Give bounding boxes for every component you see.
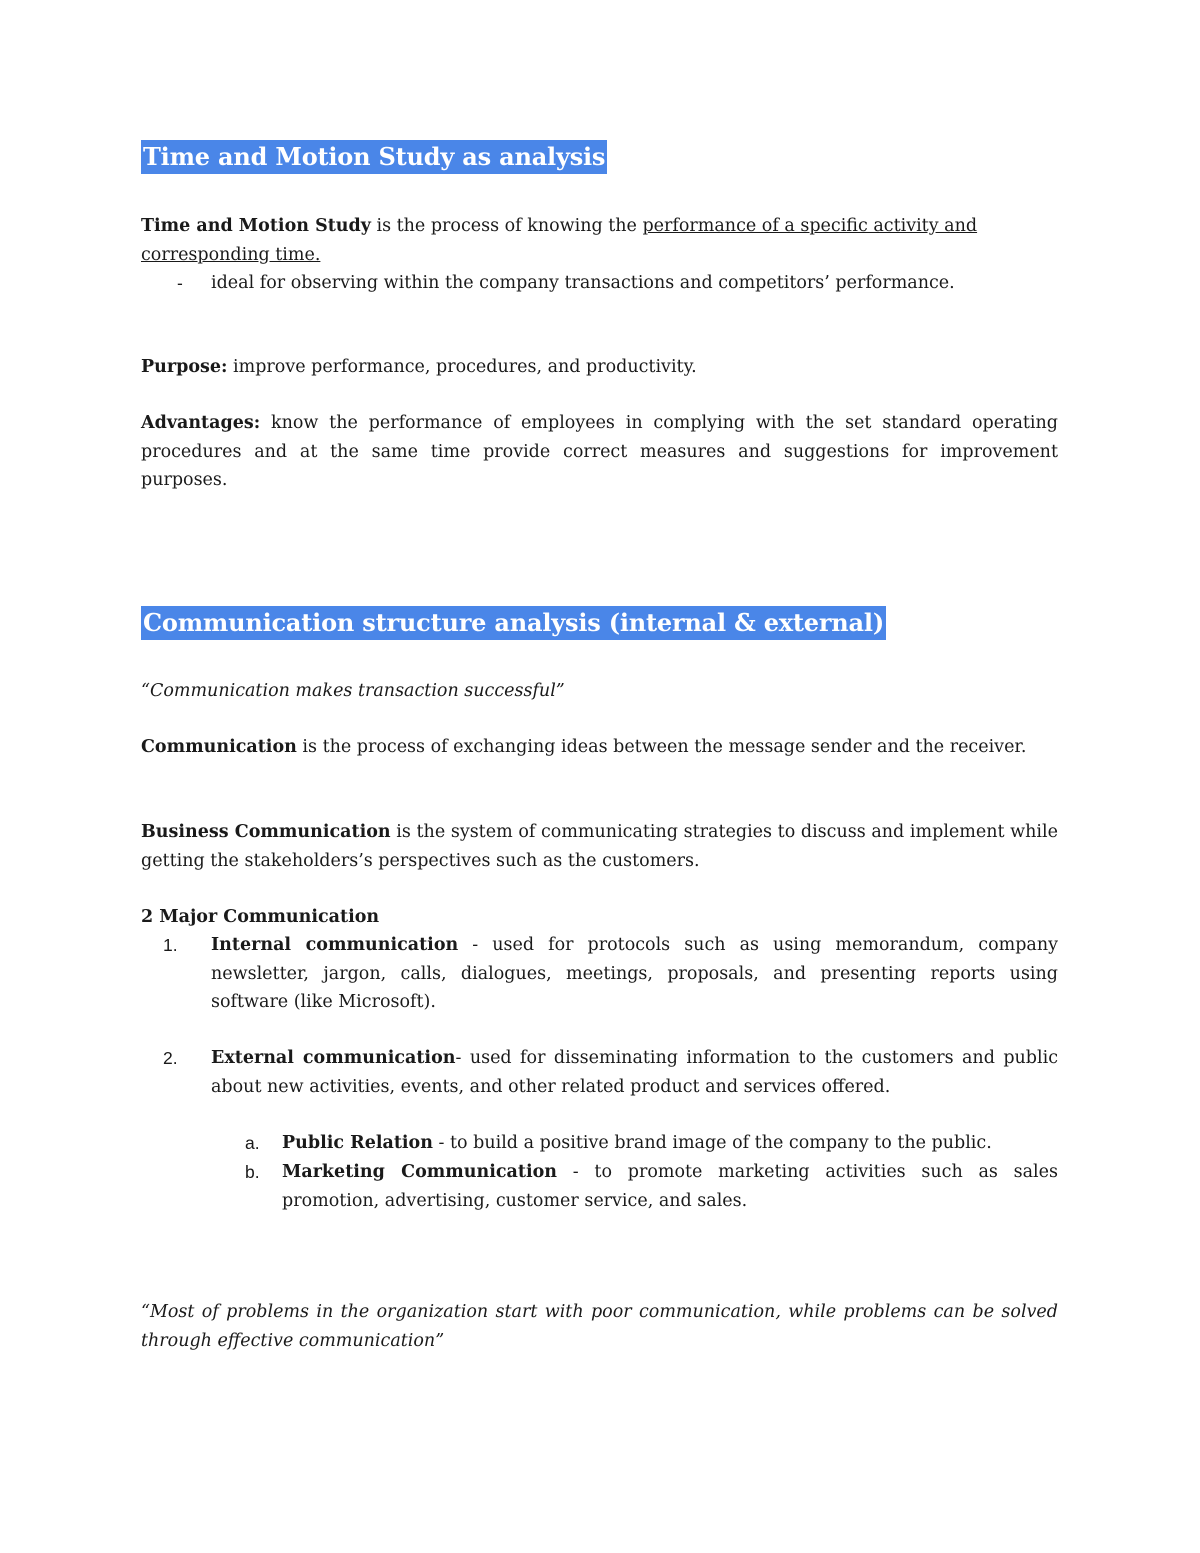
business-communication-definition bbox=[141, 818, 1058, 875]
term-communication: Communication bbox=[141, 737, 297, 757]
list-marker: 1. bbox=[163, 935, 178, 955]
advantages-text: know the performance of employees in complying with the set standard operating procedures and at the same time provide correct measures and suggestions for improvement purposes. bbox=[141, 413, 1058, 490]
sub-item-text bbox=[282, 1158, 1058, 1215]
term-external: External communication bbox=[211, 1048, 456, 1068]
term-internal: Internal communication bbox=[211, 935, 459, 955]
section-heading-communication bbox=[141, 606, 886, 640]
sub-list-marker: b. bbox=[245, 1162, 260, 1182]
definition-text: is the process of knowing the bbox=[370, 216, 643, 236]
heading-text: Time and Motion Study as analysis bbox=[141, 140, 607, 174]
business-communication-text: is the system of communicating strategies to discuss and implement while getting the stakeholders’s perspectives such as the customers. bbox=[141, 822, 1058, 871]
bullet-text: ideal for observing within the company transactions and competitors’ performance. bbox=[211, 273, 955, 293]
purpose-paragraph bbox=[141, 353, 1058, 382]
quote-paragraph: “Communication makes transaction successful” bbox=[141, 681, 565, 701]
term-marketing-communication: Marketing Communication bbox=[282, 1162, 558, 1182]
sub-item-public-relation bbox=[141, 1129, 1058, 1159]
external-text: - used for disseminating information to the customers and public about new activities, events, and other related product and services offered. bbox=[211, 1048, 1059, 1097]
major-communication-heading: 2 Major Communication bbox=[141, 907, 380, 927]
communication-text: is the process of exchanging ideas between the message sender and the receiver. bbox=[296, 737, 1027, 757]
list-marker: 2. bbox=[163, 1048, 178, 1068]
advantages-label: Advantages: bbox=[141, 413, 261, 433]
communication-definition bbox=[141, 733, 1058, 762]
internal-text: - used for protocols such as using memorandum, company newsletter, jargon, calls, dialogues, meetings, proposals, and presenting reports using software (like Microsoft). bbox=[211, 935, 1058, 1012]
sub-item-text bbox=[282, 1129, 1058, 1158]
closing-quote: “Most of problems in the organization start with poor communication, while problems can be solved through effective communication” bbox=[141, 1302, 1058, 1351]
heading-text: Communication structure analysis (internal & external) bbox=[141, 606, 886, 640]
term-public-relation: Public Relation bbox=[282, 1133, 433, 1153]
advantages-paragraph bbox=[141, 409, 1058, 495]
public-relation-text: - to build a positive brand image of the company to the public. bbox=[432, 1133, 992, 1153]
marketing-communication-text: - to promote marketing activities such as sales promotion, advertising, customer service, and sales. bbox=[282, 1162, 1058, 1211]
sub-item-marketing-communication bbox=[141, 1158, 1058, 1218]
sub-list-marker: a. bbox=[245, 1133, 260, 1153]
document-page bbox=[141, 0, 1058, 1553]
section-heading-time-motion bbox=[141, 140, 607, 174]
list-item-internal bbox=[141, 931, 1058, 1021]
term-time-motion: Time and Motion Study bbox=[141, 216, 371, 236]
definition-paragraph bbox=[141, 212, 1058, 269]
bullet-item bbox=[141, 269, 1058, 298]
list-item-text bbox=[211, 931, 1058, 1017]
definition-underlined: performance of a specific activity and corresponding time. bbox=[141, 216, 978, 265]
purpose-label: Purpose: bbox=[141, 357, 228, 377]
list-item-external bbox=[141, 1044, 1058, 1104]
term-business-communication: Business Communication bbox=[141, 822, 391, 842]
purpose-text: improve performance, procedures, and productivity. bbox=[227, 357, 697, 377]
list-item-text bbox=[211, 1044, 1058, 1101]
dash-marker: - bbox=[177, 273, 183, 293]
